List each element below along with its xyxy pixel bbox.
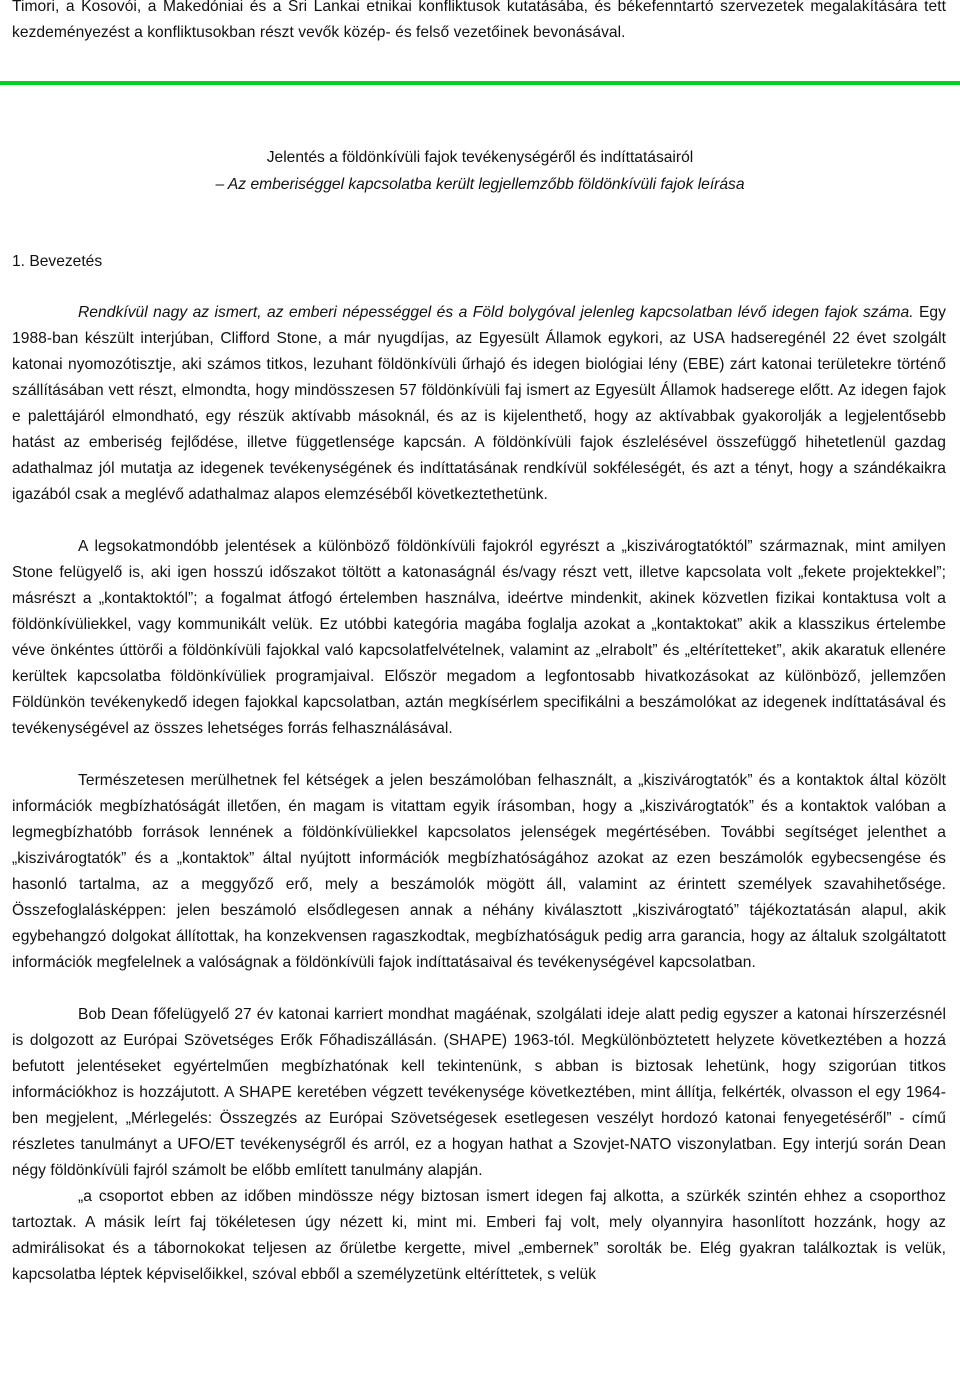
intro-paragraph: Timori, a Kosovói, a Makedóniai és a Sri Lankai etnikai konfliktusok kutatásába, és békefenntartó szervezetek megalakítására tett kezdeményezést a konfliktusokban részt vevők közép- és felső vezetőinek bevonásával. — [12, 0, 946, 41]
paragraph-rest: Egy 1988-ban készült interjúban, Clifford Stone, a már nyugdíjas, az Egyesült Államok egykori, az USA hadseregénél 22 évet szolgált katonai nyomozótisztje, aki számos titkos, lezuhant földönkívüli űrhajó és idegen biológiai lény (EBE) zárt katonai területekre történő szállításában vett részt, elmondta, hogy mindösszesen 57 földönkívüli faj ismert az Egyesült Államok hadserege előtt. Az idegen fajok e palettájáról elmondható, egy részük aktívabb másoknál, és az is kijelenthető, hogy az aktívabbak gyakorolják a legjelentősebb hatást az emberiség fejlődése, illetve függetlensége kapcsán. A földönkívüli fajok észlelésével összefüggő hihetetlenül gazdag adathalmaz jól mutatja az idegenek tevékenységének és indíttatásának rendkívül sokféleségét, és azt a tényt, hogy a szándékaikra igazából csak a meglévő adathalmaz alapos elemzéséből következtethetünk. — [12, 304, 946, 503]
document-title: Jelentés a földönkívüli fajok tevékenységéről és indíttatásairól — [266, 149, 694, 166]
body-paragraph-5: „a csoportot ebben az időben mindössze négy biztosan ismert idegen faj alkotta, a szürkék szintén ehhez a csoporthoz tartoztak. A másik leírt faj tökéletesen úgy nézett ki, mint mi. Emberi faj volt, mely olyannyira hasonlított hozzánk, hogy az admirálisokat és a tábornokokat teljesen az őrületbe kergette, mivel „embernek” sorolták be. Elég gyakran találkoztak is velük, kapcsolatba léptek képviselőikkel, szóval ebből a személyzetünk eltéríttetek, s velük — [12, 1188, 946, 1283]
body-text — [12, 300, 946, 1288]
body-paragraph-1 — [12, 300, 946, 508]
document-page — [12, 0, 946, 46]
section-heading: 1. Bevezetés — [12, 253, 103, 270]
title-block — [0, 144, 960, 198]
body-paragraph-4: Bob Dean főfelügyelő 27 év katonai karriert mondhat magáénak, szolgálati ideje alatt pedig egyszer a katonai hírszerzésnél is dolgozott az Európai Szövetséges Erők Főhadiszállásán. (SHAPE) 1963-tól. Megkülönböztetett helyzete következtében a hozzá befutott jelentéseket egyértelműen megbízhatónak kell tekintenünk, s abban is biztosak lehetünk, hogy szigorúan titkos információkhoz is hozzájutott. A SHAPE keretében végzett tevékenysége következtében, mint állítja, felkérték, olvasson el egy 1964-ben megjelent, „Mérlegelés: Összegzés az Európai Szövetségesek esetlegesen veszélyt hordozó katonai fenyegetéséről” - című részletes tanulmányt a UFO/ET tevékenységről és arról, ez a hogyan hathat a Szovjet-NATO viszonylatban. Egy interjú során Dean négy földönkívüli fajról számolt be előbb említett tanulmány alapján. — [12, 1006, 946, 1179]
body-paragraph-3: Természetesen merülhetnek fel kétségek a jelen beszámolóban felhasznált, a „kiszivárogtatók” és a kontaktok által közölt információk megbízhatóságát illetően, én magam is vitattam egyik írásomban, hogy a „kiszivárogtatók” és a kontaktok valóban a legmegbízhatóbb források lennének a földönkívüliekkel kapcsolatos jelenségek megértésében. További segítséget jelenthet a „kiszivárogtatók” és a „kontaktok” által nyújtott információk megbízhatóságához azokat az ezen beszámolók egybecsengése és hasonló tartalma, az a meggyőző erő, mely a beszámolók mögött áll, valamint az érintett személyek szavahihetősége. Összefoglalásképpen: jelen beszámoló elsődlegesen annak a néhány kiválasztott „kiszivárogtató” tájékoztatásán alapul, akik egybehangzó dolgokat állítottak, ha konzekvensen ragaszkodtak, megbízhatóságuk pedig arra garancia, hogy az általuk szolgáltatott információk megfelelnek a valóságnak a földönkívüli fajok indíttatásaival és tevékenységével kapcsolatban. — [12, 772, 946, 971]
document-subtitle: – Az emberiséggel kapcsolatba került legjellemzőbb földönkívüli fajok leírása — [215, 176, 745, 193]
paragraph-lead: Rendkívül nagy az ismert, az emberi népességgel és a Föld bolygóval jelenleg kapcsolatban lévő idegen fajok száma. — [78, 304, 914, 321]
green-divider — [0, 81, 960, 85]
body-paragraph-2: A legsokatmondóbb jelentések a különböző földönkívüli fajokról egyrészt a „kiszivárogtatóktól” származnak, mint amilyen Stone felügyelő is, aki igen hosszú időszakot töltött a katonaságnál és/vagy részt vett, illetve kapcsolata volt „fekete projektekkel”; másrészt a „kontaktoktól”; a fogalmat átfogó értelemben használva, ideértve mindenkit, akinek közvetlen fizikai kontaktusa volt a földönkívüliekkel, vagy kommunikált velük. Ez utóbbi kategória magába foglalja azokat a „kontaktokat” akik a klasszikus értelembe véve önkéntes úttörői a földönkívüli fajokkal való kapcsolatfelvételnek, valamint az „elrabolt” és „eltérítetteket”, akik akaratuk ellenére kerültek kapcsolatba földönkívüliek programjaival. Először megadom a legfontosabb hivatkozásokat az különböző, jellemzően Földünkön tevékenykedő idegen fajokkal kapcsolatban, aztán megkísérlem specifikálni a beszámolókat az idegenek indíttatásával és tevékenységével az összes lehetséges forrás felhasználásával. — [12, 538, 946, 737]
